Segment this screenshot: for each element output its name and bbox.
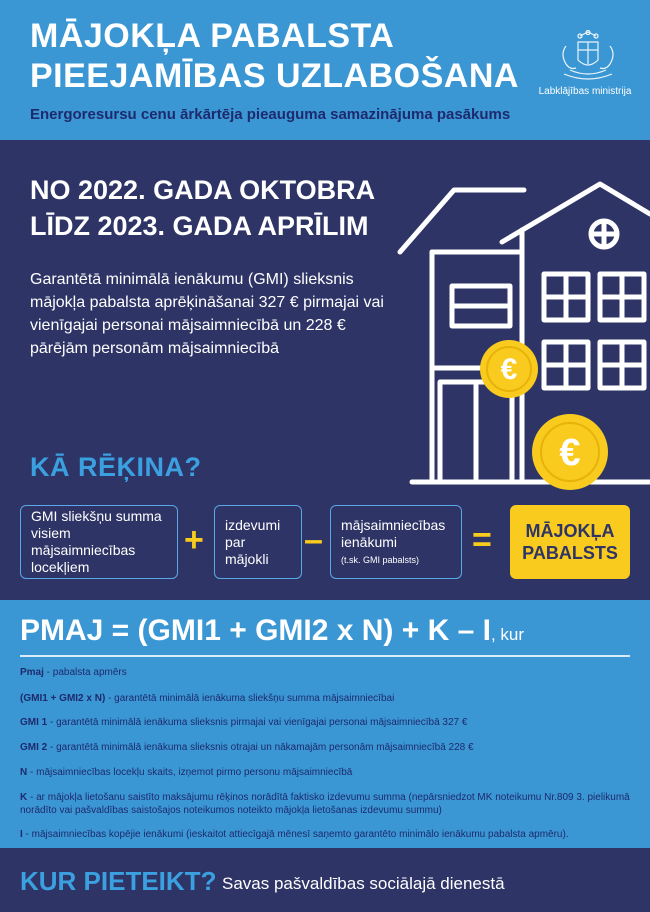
house-icon [392,170,650,500]
page-subtitle: Energoresursu cenu ārkārtēja pieauguma samazinājuma pasākums [30,106,511,123]
period-line-1: NO 2022. GADA OKTOBRA [30,175,376,205]
formula-main: PMAJ = (GMI1 + GMI2 x N) + K – I [20,614,491,647]
period-heading [30,172,375,244]
housing-costs-box [214,505,302,579]
definition-text: - garantētā minimālā ienākuma slieksnis pirmajai vai vienīgajai personai mājsaimniecībā 327 € [47,717,468,728]
page-title [30,16,519,96]
formula-suffix: , kur [490,625,525,644]
where-heading: KUR PIETEIKT? [20,866,217,896]
definition-text: - garantētā minimālā ienākuma sliekšņu summa mājsaimniecībai [105,693,395,704]
minus-sign: – [304,521,323,559]
definition-n [20,766,632,779]
household-income-box [330,505,462,579]
coin-symbol: € [559,432,581,474]
definition-gmi2 [20,741,632,754]
title-line-2: PIEEJAMĪBAS UZLABOŠANA [30,57,519,95]
definition-term: GMI 1 [20,717,48,728]
household-income-label: mājsaimniecības ienākumi [341,517,446,550]
where-text: Savas pašvaldības sociālajā dienestā [222,874,505,893]
definition-text: - ar mājokļa lietošanu saistīto maksājumu rēķinos norādītā faktisko izdevumu summa (nepārsniedzot MK noteikumu Nr.809 3. pielikumā norādīto vai pašvaldības saistošajos noteikumos noteikto mājokļa lietošanas izdevumu summu) [20,792,630,816]
gmi-sum-label: GMI sliekšņu summa visiem mājsaimniecības locekļiem [31,508,162,575]
gmi-sum-box [20,505,178,579]
housing-benefit-result: MĀJOKĻA PABALSTS [510,505,630,579]
definition-pmaj [20,666,632,679]
definition-term: K [20,792,28,803]
definition-text: - garantētā minimālā ienākuma slieksnis otrajai un nākamajām personām mājsaimniecībā 228 € [47,742,474,753]
definition-text: - mājsaimniecības locekļu skaits, izņemot pirmo personu mājsaimniecībā [27,767,353,778]
how-heading: KĀ RĒĶINA? [30,452,202,482]
formula-divider [20,655,630,657]
definition-gmi-sum [20,692,632,705]
definition-term: Pmaj [20,667,44,678]
housing-costs-label: izdevumi par mājokli [225,516,281,567]
period-line-2: LĪDZ 2023. GADA APRĪLIM [30,211,369,241]
coin-symbol: € [500,353,518,386]
definition-term: I [20,829,23,840]
title-line-1: MĀJOKĻA PABALSTA [30,17,395,55]
ministry-name: Labklājības ministrija [538,86,632,97]
definition-term: GMI 2 [20,742,48,753]
euro-coin-icon [530,412,610,492]
formula [20,614,524,648]
euro-coin-icon [478,338,540,400]
household-income-note: (t.sk. GMI pabalsts) [341,555,420,565]
equals-sign: = [472,521,492,559]
definition-gmi1 [20,716,632,729]
definition-term: N [20,767,28,778]
definition-k [20,791,632,817]
definition-text: - mājsaimniecības kopējie ienākumi (ieskaitot attiecīgajā mēnesī saņemto garantēto minimālo ienākumu pabalsta apmēru). [22,829,569,840]
definition-text: - pabalsta apmērs [43,667,127,678]
gmi-description: Garantētā minimālā ienākumu (GMI) slieksnis mājokļa pabalsta aprēķināšanai 327 € pirmajai vai vienīgajai personai mājsaimniecībā un 228 € pārējām personām mājsaimniecībā [30,271,384,357]
definition-term: (GMI1 + GMI2 x N) [20,693,106,704]
plus-sign: + [184,521,204,559]
definition-i [20,828,632,841]
latvia-coat-of-arms-icon [556,30,620,84]
